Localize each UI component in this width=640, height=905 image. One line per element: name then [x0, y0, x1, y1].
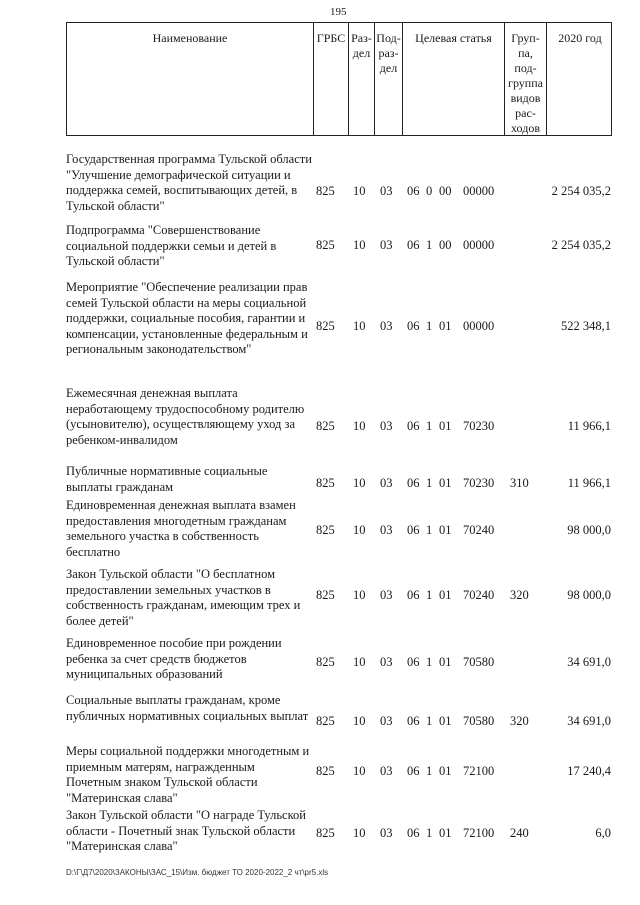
cell-sum: 17 240,4 — [567, 764, 611, 778]
cell-c3: 01 — [439, 523, 452, 537]
cell-pr: 03 — [380, 419, 393, 433]
cell-vr: 320 — [510, 714, 529, 728]
cell-sum: 98 000,0 — [567, 588, 611, 602]
cell-grbs: 825 — [316, 238, 335, 252]
cell-pr: 03 — [380, 588, 393, 602]
cell-pr: 03 — [380, 319, 393, 333]
cell-c2: 1 — [426, 714, 433, 728]
cell-sum: 6,0 — [595, 826, 611, 840]
cell-rz: 10 — [353, 419, 366, 433]
header-podrazdel: Под- раз- дел — [375, 23, 403, 135]
cell-c3: 01 — [439, 476, 452, 490]
cell-c2: 1 — [426, 238, 433, 252]
cell-c3: 01 — [439, 764, 452, 778]
cell-c3: 00 — [439, 238, 452, 252]
cell-grbs: 825 — [316, 419, 335, 433]
cell-c4: 70240 — [463, 588, 495, 602]
cell-rz: 10 — [353, 714, 366, 728]
cell-c4: 70240 — [463, 523, 495, 537]
cell-vr: 310 — [510, 476, 529, 490]
cell-c1: 06 — [407, 419, 420, 433]
cell-pr: 03 — [380, 826, 393, 840]
cell-sum: 11 966,1 — [567, 419, 611, 433]
cell-c2: 1 — [426, 476, 433, 490]
cell-c1: 06 — [407, 523, 420, 537]
cell-grbs: 825 — [316, 476, 335, 490]
cell-pr: 03 — [380, 238, 393, 252]
row-name: Закон Тульской области "О бесплатном предоставлении земельных участков в собственность гражданам, имеющим трех и более детей" — [66, 567, 301, 628]
cell-rz: 10 — [353, 764, 366, 778]
cell-grbs: 825 — [316, 523, 335, 537]
cell-c1: 06 — [407, 184, 420, 198]
cell-c3: 00 — [439, 184, 452, 198]
cell-c4: 70230 — [463, 419, 495, 433]
cell-c1: 06 — [407, 476, 420, 490]
cell-c3: 01 — [439, 319, 452, 333]
row-name: Ежемесячная денежная выплата неработающему трудоспособному родителю (усыновителю), осуществляющему уход за ребенком-инвалидом — [66, 386, 305, 447]
cell-c4: 00000 — [463, 184, 495, 198]
header-year: 2020 год — [558, 31, 602, 45]
cell-c1: 06 — [407, 319, 420, 333]
cell-vr: 240 — [510, 826, 529, 840]
cell-c1: 06 — [407, 588, 420, 602]
cell-c3: 01 — [439, 655, 452, 669]
row-name: Единовременное пособие при рождении ребенка за счет средств бюджетов муниципальных образований — [66, 636, 282, 681]
cell-vr: 320 — [510, 588, 529, 602]
row-name: Единовременная денежная выплата взамен предоставления многодетным гражданам земельного участка в собственность бесплатно — [66, 498, 296, 559]
cell-c4: 70580 — [463, 655, 495, 669]
cell-c2: 1 — [426, 419, 433, 433]
row-name: Мероприятие "Обеспечение реализации прав семей Тульской области на меры социальной поддержки, социальные пособия, гарантии и компенсации, установленные федеральным и региональным законодательством" — [66, 280, 308, 356]
row-name: Государственная программа Тульской области "Улучшение демографической ситуации и поддержка семей, воспитывающих детей, в Тульской области" — [66, 152, 312, 213]
cell-c1: 06 — [407, 655, 420, 669]
cell-grbs: 825 — [316, 826, 335, 840]
cell-sum: 34 691,0 — [567, 655, 611, 669]
cell-rz: 10 — [353, 238, 366, 252]
cell-pr: 03 — [380, 476, 393, 490]
cell-pr: 03 — [380, 523, 393, 537]
cell-pr: 03 — [380, 655, 393, 669]
cell-rz: 10 — [353, 523, 366, 537]
cell-rz: 10 — [353, 826, 366, 840]
row-name: Подпрограмма "Совершенствование социальной поддержки семьи и детей в Тульской области" — [66, 223, 277, 268]
row-name: Публичные нормативные социальные выплаты гражданам — [66, 464, 268, 494]
row-name: Социальные выплаты гражданам, кроме публичных нормативных социальных выплат — [66, 693, 309, 723]
page-number: 195 — [330, 6, 347, 18]
cell-c1: 06 — [407, 238, 420, 252]
cell-c1: 06 — [407, 714, 420, 728]
cell-sum: 34 691,0 — [567, 714, 611, 728]
header-razdel: Раз- дел — [349, 23, 375, 135]
cell-c4: 70580 — [463, 714, 495, 728]
cell-pr: 03 — [380, 764, 393, 778]
cell-c2: 1 — [426, 655, 433, 669]
cell-grbs: 825 — [316, 588, 335, 602]
cell-c2: 1 — [426, 764, 433, 778]
row-name: Меры социальной поддержки многодетным и приемным матерям, награжденным Почетным знаком Тульской области "Материнская слава" — [66, 744, 310, 805]
cell-c4: 72100 — [463, 764, 495, 778]
cell-pr: 03 — [380, 184, 393, 198]
cell-c4: 70230 — [463, 476, 495, 490]
table-header — [66, 22, 612, 136]
cell-c2: 1 — [426, 826, 433, 840]
row-name: Закон Тульской области "О награде Тульской области - Почетный знак Тульской области "Материнская слава" — [66, 808, 306, 853]
cell-rz: 10 — [353, 655, 366, 669]
header-target: Целевая статья — [403, 23, 505, 135]
cell-c3: 01 — [439, 588, 452, 602]
cell-rz: 10 — [353, 184, 366, 198]
cell-c3: 01 — [439, 419, 452, 433]
header-group: Груп- па, под- группа видов рас- ходов — [505, 23, 547, 135]
cell-sum: 98 000,0 — [567, 523, 611, 537]
cell-grbs: 825 — [316, 319, 335, 333]
cell-sum: 2 254 035,2 — [551, 238, 611, 252]
cell-sum: 522 348,1 — [561, 319, 611, 333]
cell-sum: 2 254 035,2 — [551, 184, 611, 198]
cell-c2: 1 — [426, 523, 433, 537]
cell-sum: 11 966,1 — [567, 476, 611, 490]
cell-pr: 03 — [380, 714, 393, 728]
cell-grbs: 825 — [316, 764, 335, 778]
cell-grbs: 825 — [316, 714, 335, 728]
cell-c1: 06 — [407, 826, 420, 840]
cell-c1: 06 — [407, 764, 420, 778]
cell-c3: 01 — [439, 714, 452, 728]
cell-rz: 10 — [353, 588, 366, 602]
cell-grbs: 825 — [316, 655, 335, 669]
header-grbs: ГРБС — [314, 23, 349, 135]
cell-rz: 10 — [353, 319, 366, 333]
cell-grbs: 825 — [316, 184, 335, 198]
cell-c4: 00000 — [463, 319, 495, 333]
cell-c4: 00000 — [463, 238, 495, 252]
cell-c2: 1 — [426, 319, 433, 333]
cell-rz: 10 — [353, 476, 366, 490]
file-path-footer: D:\Г\Д7\2020\ЗАКОНЫ\ЗАС_15\Изм. бюджет ТО 2020-2022_2 чт\pr5.xls — [66, 868, 329, 877]
cell-c3: 01 — [439, 826, 452, 840]
cell-c4: 72100 — [463, 826, 495, 840]
cell-c2: 1 — [426, 588, 433, 602]
cell-c2: 0 — [426, 184, 433, 198]
header-name: Наименование — [67, 23, 314, 135]
